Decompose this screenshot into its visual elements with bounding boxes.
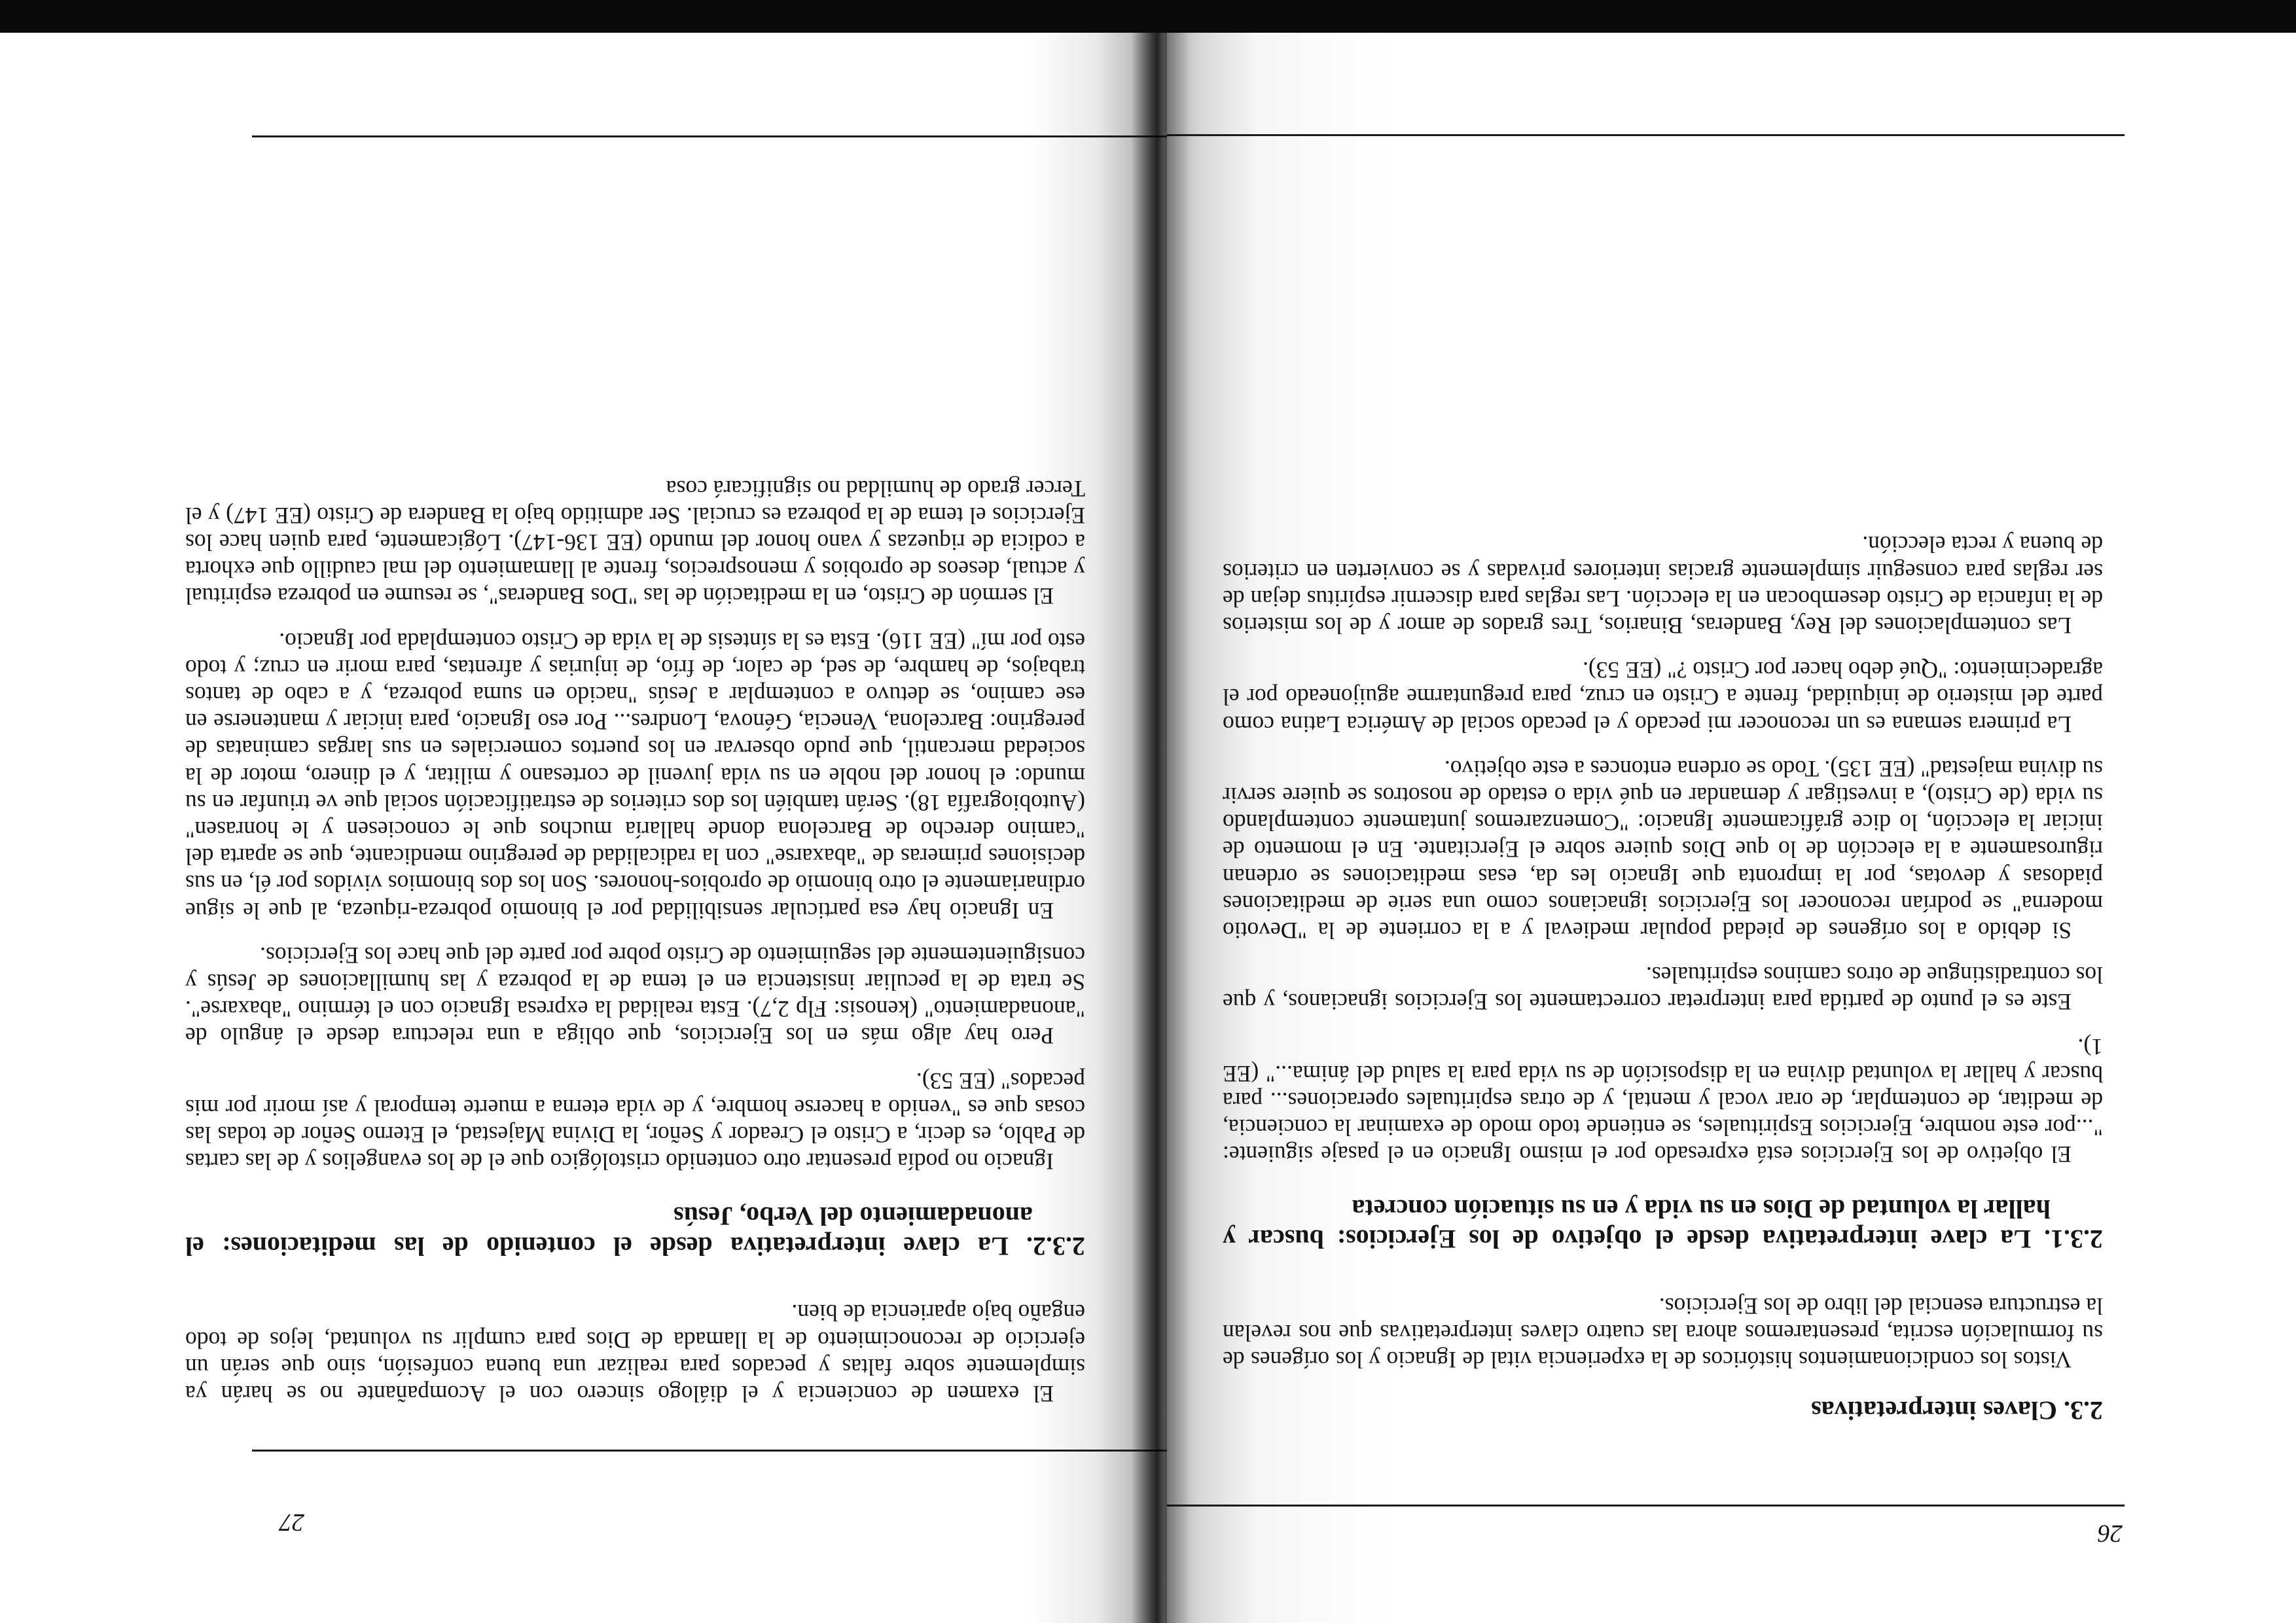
header-rule [1167,1505,2125,1507]
body-paragraph: El objetivo de los Ejercicios está expresado por el mismo Ignacio en el pasaje siguiente: "...por este nombre, Ejercicios Espirituales, se entiende todo modo de examinar la conciencia, de meditar, de contemplar, de orar vocal y mental, y de otras espirituales operaciones... para buscar y hallar la voluntad divina en la disposición de su vida para la salud del ánima..." (EE 1). [1223,1033,2103,1168]
page-number: 27 [279,1508,304,1536]
header-rule [252,1450,1167,1452]
body-paragraph: Pero hay algo más en los Ejercicios, que obliga a una relectura desde el ángulo de "anonadamiento" (kenosis: Flp 2,7). Esta realidad la expresa Ignacio con el término "abaxarse". Se trata de la peculiar insistencia en el tema de la pobreza y las humillaciones de Jesús y consiguientemente del seguimiento de Cristo pobre por parte del que hace los Ejercicios. [185,942,1085,1050]
footer-rule [1167,134,2125,136]
body-paragraph: Este es el punto de partida para interpretar correctamente los Ejercicios ignacianos, y que los contradistingue de otros caminos espirituales. [1223,962,2103,1016]
body-paragraph: En Ignacio hay esa particular sensibilidad por el binomio pobreza-riqueza, al que le sigue ordinariamente el otro binomio de oprobios-honores. Son los dos binomios vividos por él, en sus decisiones primeras de "abaxarse" con la radicalidad de peregrino mendicante, que se aparta del "camino derecho de Barcelona donde hallaría muchos que le conociesen y le honrasen" (Autobiografía 18). Serán también los dos criterios de estratificación social que ve triunfar en su mundo: el honor del noble en su vida juvenil de cortesano y militar, y el dinero, motor de la sociedad mercantil, que pudo observar en los puertos comerciales en sus largas caminatas de peregrino: Barcelona, Venecia, Génova, Londres... Por eso Ignacio, para iniciar y mantenerse en ese camino, se detuvo a contemplar a Jesús "nacido en suma pobreza, y a cabo de tantos trabajos, de hambre, de sed, de calor, de frío, de injurias y afrentas, para morir en cruz; y todo esto por mí" (EE 116). Esta es la síntesis de la vida de Cristo contemplada por Ignacio. [185,628,1085,924]
body-paragraph: Las contemplaciones del Rey, Banderas, Binarios, Tres grados de amor y de los misterios de la infancia de Cristo desembocan en la elección. Las reglas para discernir espíritus dejan de ser reglas para conseguir simplemente gracias interiores privadas y se convierten en criterios de buena y recta elección. [1223,531,2103,639]
book-gutter [1131,0,1190,1623]
footer-rule [252,135,1167,137]
page-number: 26 [2098,1520,2123,1547]
text-column-26 [1223,513,2103,1425]
text-column-27 [185,457,1085,1407]
subsection-heading: 2.3.2. La clave interpretativa desde el contenido de las meditaciones: el anonadamiento del Verbo, Jesús [185,1202,1085,1262]
subsection-heading: 2.3.1. La clave interpretativa desde el objetivo de los Ejercicios: buscar y hallar la voluntad de Dios en su vida y en su situación concreta [1223,1194,2103,1255]
body-paragraph: La primera semana es un reconocer mi pecado y el pecado social de América Latina como parte del misterio de iniquidad, frente a Cristo en cruz, para preguntarme aguijoneado por el agradecimiento: "Qué debo hacer por Cristo ?" (EE 53). [1223,657,2103,738]
opening-paragraph: El examen de conciencia y el diálogo sincero con el Acompañante no se harán ya simplemente sobre faltas y pecados para realizar una buena confesión, sino que serán un ejercicio de reconocimiento de la llamada de Dios para cumplir su voluntad, lejos de todo engaño bajo apariencia de bien. [185,1300,1085,1407]
intro-paragraph: Vistos los condicionamientos históricos de la experiencia vital de Ignacio y los orígenes de su formulación escrita, presentaremos ahora las cuatro claves interpretativas que nos revelan la estructura esencial del libro de los Ejercicios. [1223,1293,2103,1373]
scanner-edge [0,0,2296,33]
section-heading: 2.3. Claves interpretativas [1811,1396,2103,1425]
body-paragraph: Ignacio no podía presentar otro contenido cristológico que el de los evangelios y de las cartas de Pablo, es decir, a Cristo el Creador y Señor, la Divina Majestad, el Eterno Señor de todas las cosas que es "venido a hacerse hombre, y de vida eterna a muerte temporal y así morir por mis pecados" (EE 53). [185,1067,1085,1175]
body-paragraph: Si debido a los orígenes de piedad popular medieval y a la corriente de la "Devotio moderna" se podrían reconocer los Ejercicios ignacianos como una serie de meditaciones piadosas y devotas, por la impronta que Ignacio les da, esas meditaciones se ordenan rigurosamente a la elección de lo que Dios quiere sobre el Ejercitante. En el momento de iniciar la elección, lo dice gráficamente Ignacio: "Comenzaremos juntamente contemplando su vida (de Cristo), a investigar y demandar en qué vida o estado de nosotros se quiere servir su divina majestad" (EE 135). Todo se ordena entonces a este objetivo. [1223,755,2103,944]
page-26 [1167,0,2296,1623]
body-paragraph: El sermón de Cristo, en la meditación de las "Dos Banderas", se resume en pobreza espiritual y actual, deseos de oprobios y menosprecios, frente al llamamiento del mal caudillo que exhorta a codicia de riquezas y vano honor del mundo (EE 136-147). Lógicamente, para quien hace los Ejercicios el tema de la pobreza es crucial. Ser admitido bajo la Bandera de Cristo (EE 147) y el Tercer grado de humildad no significará cosa [185,475,1085,610]
